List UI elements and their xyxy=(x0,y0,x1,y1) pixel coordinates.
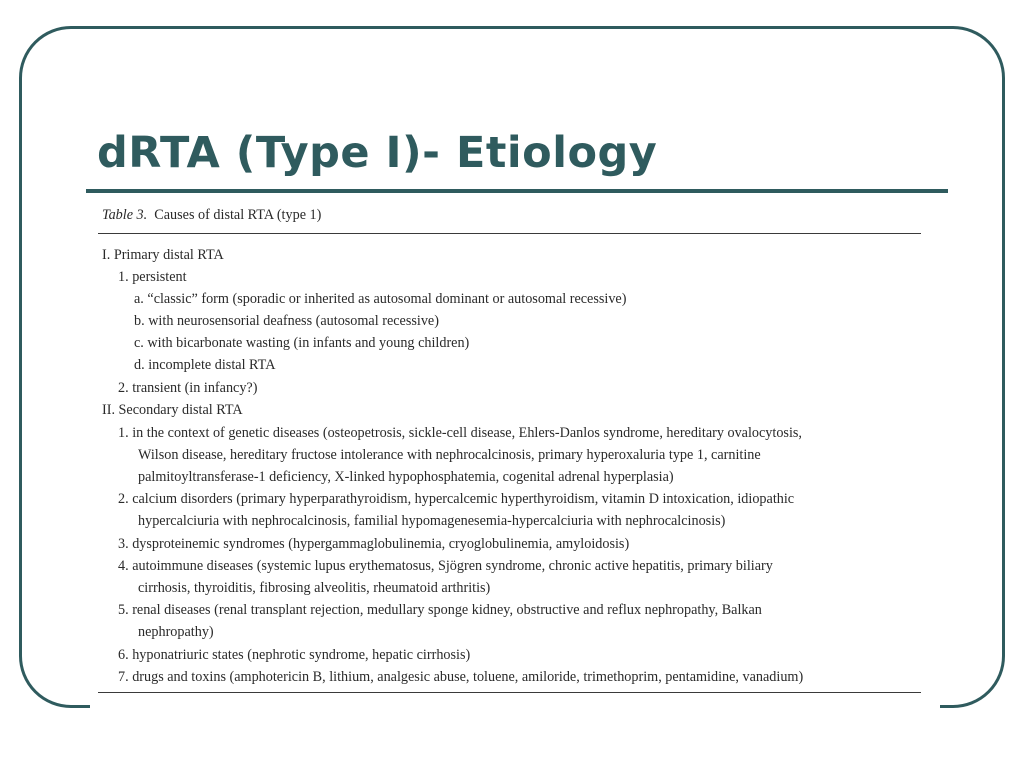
slide-title: dRTA (Type I)- Etiology xyxy=(97,128,658,178)
table-row: 3. dysproteinemic syndromes (hypergammaglobulinemia, cryoglobulinemia, amyloidosis) xyxy=(118,536,630,552)
table-row: palmitoyltransferase-1 deficiency, X-linked hypophosphatemia, cogenital adrenal hyperplasia) xyxy=(138,469,674,485)
table-row: d. incomplete distal RTA xyxy=(134,357,276,373)
table-row: cirrhosis, thyroiditis, fibrosing alveolitis, rheumatoid arthritis) xyxy=(138,580,491,596)
table-row: I. Primary distal RTA xyxy=(102,247,224,263)
table-row: nephropathy) xyxy=(138,624,214,640)
table-row: 6. hyponatriuric states (nephrotic syndrome, hepatic cirrhosis) xyxy=(118,647,471,663)
table-row: 2. calcium disorders (primary hyperparathyroidism, hypercalcemic hyperthyroidism, vitamin D intoxication, idiopathic xyxy=(118,491,795,507)
table-row: II. Secondary distal RTA xyxy=(102,402,243,418)
table-caption xyxy=(102,207,321,224)
table-row: Wilson disease, hereditary fructose intolerance with nephrocalcinosis, primary hyperoxaluria type 1, carnitine xyxy=(138,447,761,463)
table-caption-label: Table 3. xyxy=(102,207,148,223)
table-bottom-rule xyxy=(98,692,921,693)
table-row: 2. transient (in infancy?) xyxy=(118,380,258,396)
table-row: b. with neurosensorial deafness (autosomal recessive) xyxy=(134,313,439,329)
table-row: 5. renal diseases (renal transplant rejection, medullary sponge kidney, obstructive and reflux nephropathy, Balkan xyxy=(118,602,762,618)
table-row: 4. autoimmune diseases (systemic lupus erythematosus, Sjögren syndrome, chronic active hepatitis, primary biliary xyxy=(118,558,773,574)
title-underline xyxy=(86,189,948,193)
table-row: a. “classic” form (sporadic or inherited as autosomal dominant or autosomal recessive) xyxy=(134,291,627,307)
table-row: c. with bicarbonate wasting (in infants and young children) xyxy=(134,335,470,351)
table-caption-text: Causes of distal RTA (type 1) xyxy=(154,207,322,223)
causes-table xyxy=(90,196,940,708)
table-row: hypercalciuria with nephrocalcinosis, familial hypomagenesemia-hypercalciuria with nephrocalcinosis) xyxy=(138,513,726,529)
table-row: 1. in the context of genetic diseases (osteopetrosis, sickle-cell disease, Ehlers-Danlos syndrome, hereditary ovalocytosis, xyxy=(118,425,802,441)
table-row: 7. drugs and toxins (amphotericin B, lithium, analgesic abuse, toluene, amiloride, trimethoprim, pentamidine, vanadium) xyxy=(118,669,804,685)
table-top-rule xyxy=(98,233,921,234)
table-row: 1. persistent xyxy=(118,269,187,285)
